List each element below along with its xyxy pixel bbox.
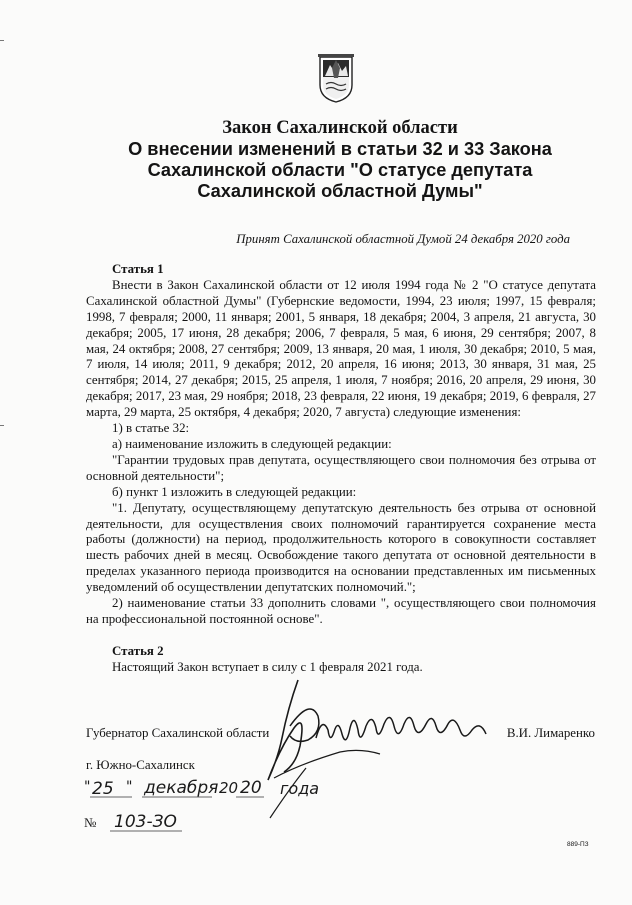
form-code: 889-ПЗ [567, 841, 589, 848]
governor-name: В.И. Лимаренко [506, 726, 595, 740]
item-1a: а) наименование изложить в следующей редакции: [112, 436, 392, 451]
article-1-intro: Внести в Закон Сахалинской области от 12 июля 1994 года № 2 "О статусе депутата Сахалинской областной Думы" (Губернские ведомости, 1994, 23 июля; 1997, 15 февраля; 1998, 7 февраля; 2000, 11 января; 2001, 5 января, 18 декабря; 2004, 3 апреля, 21 августа, 30 декабря; 2005, 17 июня, 28 декабря; 2006, 7 февраля, 5 мая, 6 июня, 29 сентября; 2007, 8 мая, 24 октября; 2008, 27 сентября; 2009, 13 января, 20 мая, 1 июля, 30 декабря; 2010, 5 мая, 7 июля, 14 июля; 2011, 9 декабря; 2012, 20 апреля, 16 июня; 2013, 30 января, 31 мая, 25 сентября; 2014, 27 декабря; 2015, 25 апреля, 1 июля, 7 ноября; 2016, 20 апреля, 29 июня, 30 декабря; 2017, 23 мая, 29 ноября; 2018, 23 февраля, 22 июня, 19 декабря; 2019, 6 февраля, 27 марта, 29 марта, 25 октября, 4 декабря; 2020, 7 августа) следующие изменения: [86, 277, 596, 420]
edge-mark [0, 425, 4, 426]
title-line-4: Сахалинской областной Думы" [197, 181, 483, 201]
date-year-prefix: 20 [219, 779, 239, 797]
item-1b-text: "1. Депутату, осуществляющему депутатскую деятельность без отрыва от основной деятельности, для осуществления своих полномочий гарантируется сохранение места работы (должности) на период, продолжительность которого в совокупности составляет шесть рабочих дней в месяц. Освобождение такого депутата от основной деятельности в пределах указанного периода производится на основании представленных им письменных уведомлений об осуществлении депутатских полномочий."; [86, 500, 596, 595]
law-number [84, 812, 204, 834]
title-line-3: Сахалинской области "О статусе депутата [147, 160, 533, 180]
date-quote-open: " [84, 779, 91, 795]
governor-signature [260, 668, 500, 828]
item-1b: б) пункт 1 изложить в следующей редакции: [112, 484, 357, 499]
number-value: 103-ЗО [114, 812, 177, 832]
article-2-text: Настоящий Закон вступает в силу с 1 февраля 2021 года. [112, 659, 423, 674]
article-1-heading: Статья 1 [112, 262, 164, 276]
date-day: 25 [92, 779, 114, 799]
edge-mark [0, 40, 4, 41]
law-body [86, 262, 596, 676]
adoption-note: Принят Сахалинской областной Думой 24 декабря 2020 года [236, 232, 570, 246]
item-2: 2) наименование статьи 33 дополнить словами ", осуществляющего свои полномочия на профессиональной постоянной основе". [86, 596, 596, 626]
title-line-2: О внесении изменений в статьи 32 и 33 Закона [128, 139, 552, 159]
date-month: декабря [144, 778, 219, 798]
governor-title: Губернатор Сахалинской области [86, 726, 270, 740]
date-year: 20 [240, 778, 262, 798]
number-label: № [84, 815, 97, 830]
city: г. Южно-Сахалинск [86, 758, 195, 772]
law-title [60, 118, 620, 202]
signing-date [84, 779, 384, 801]
sakhalin-coat-of-arms-icon [317, 54, 355, 104]
article-2-heading: Статья 2 [112, 643, 164, 658]
date-quote-close: " [126, 779, 133, 795]
title-line-1: Закон Сахалинской области [222, 118, 458, 138]
item-1a-text: "Гарантии трудовых прав депутата, осуществляющего свои полномочия без отрыва от основной деятельности"; [86, 452, 596, 483]
item-1: 1) в статье 32: [112, 421, 190, 436]
date-suffix: года [280, 779, 320, 798]
